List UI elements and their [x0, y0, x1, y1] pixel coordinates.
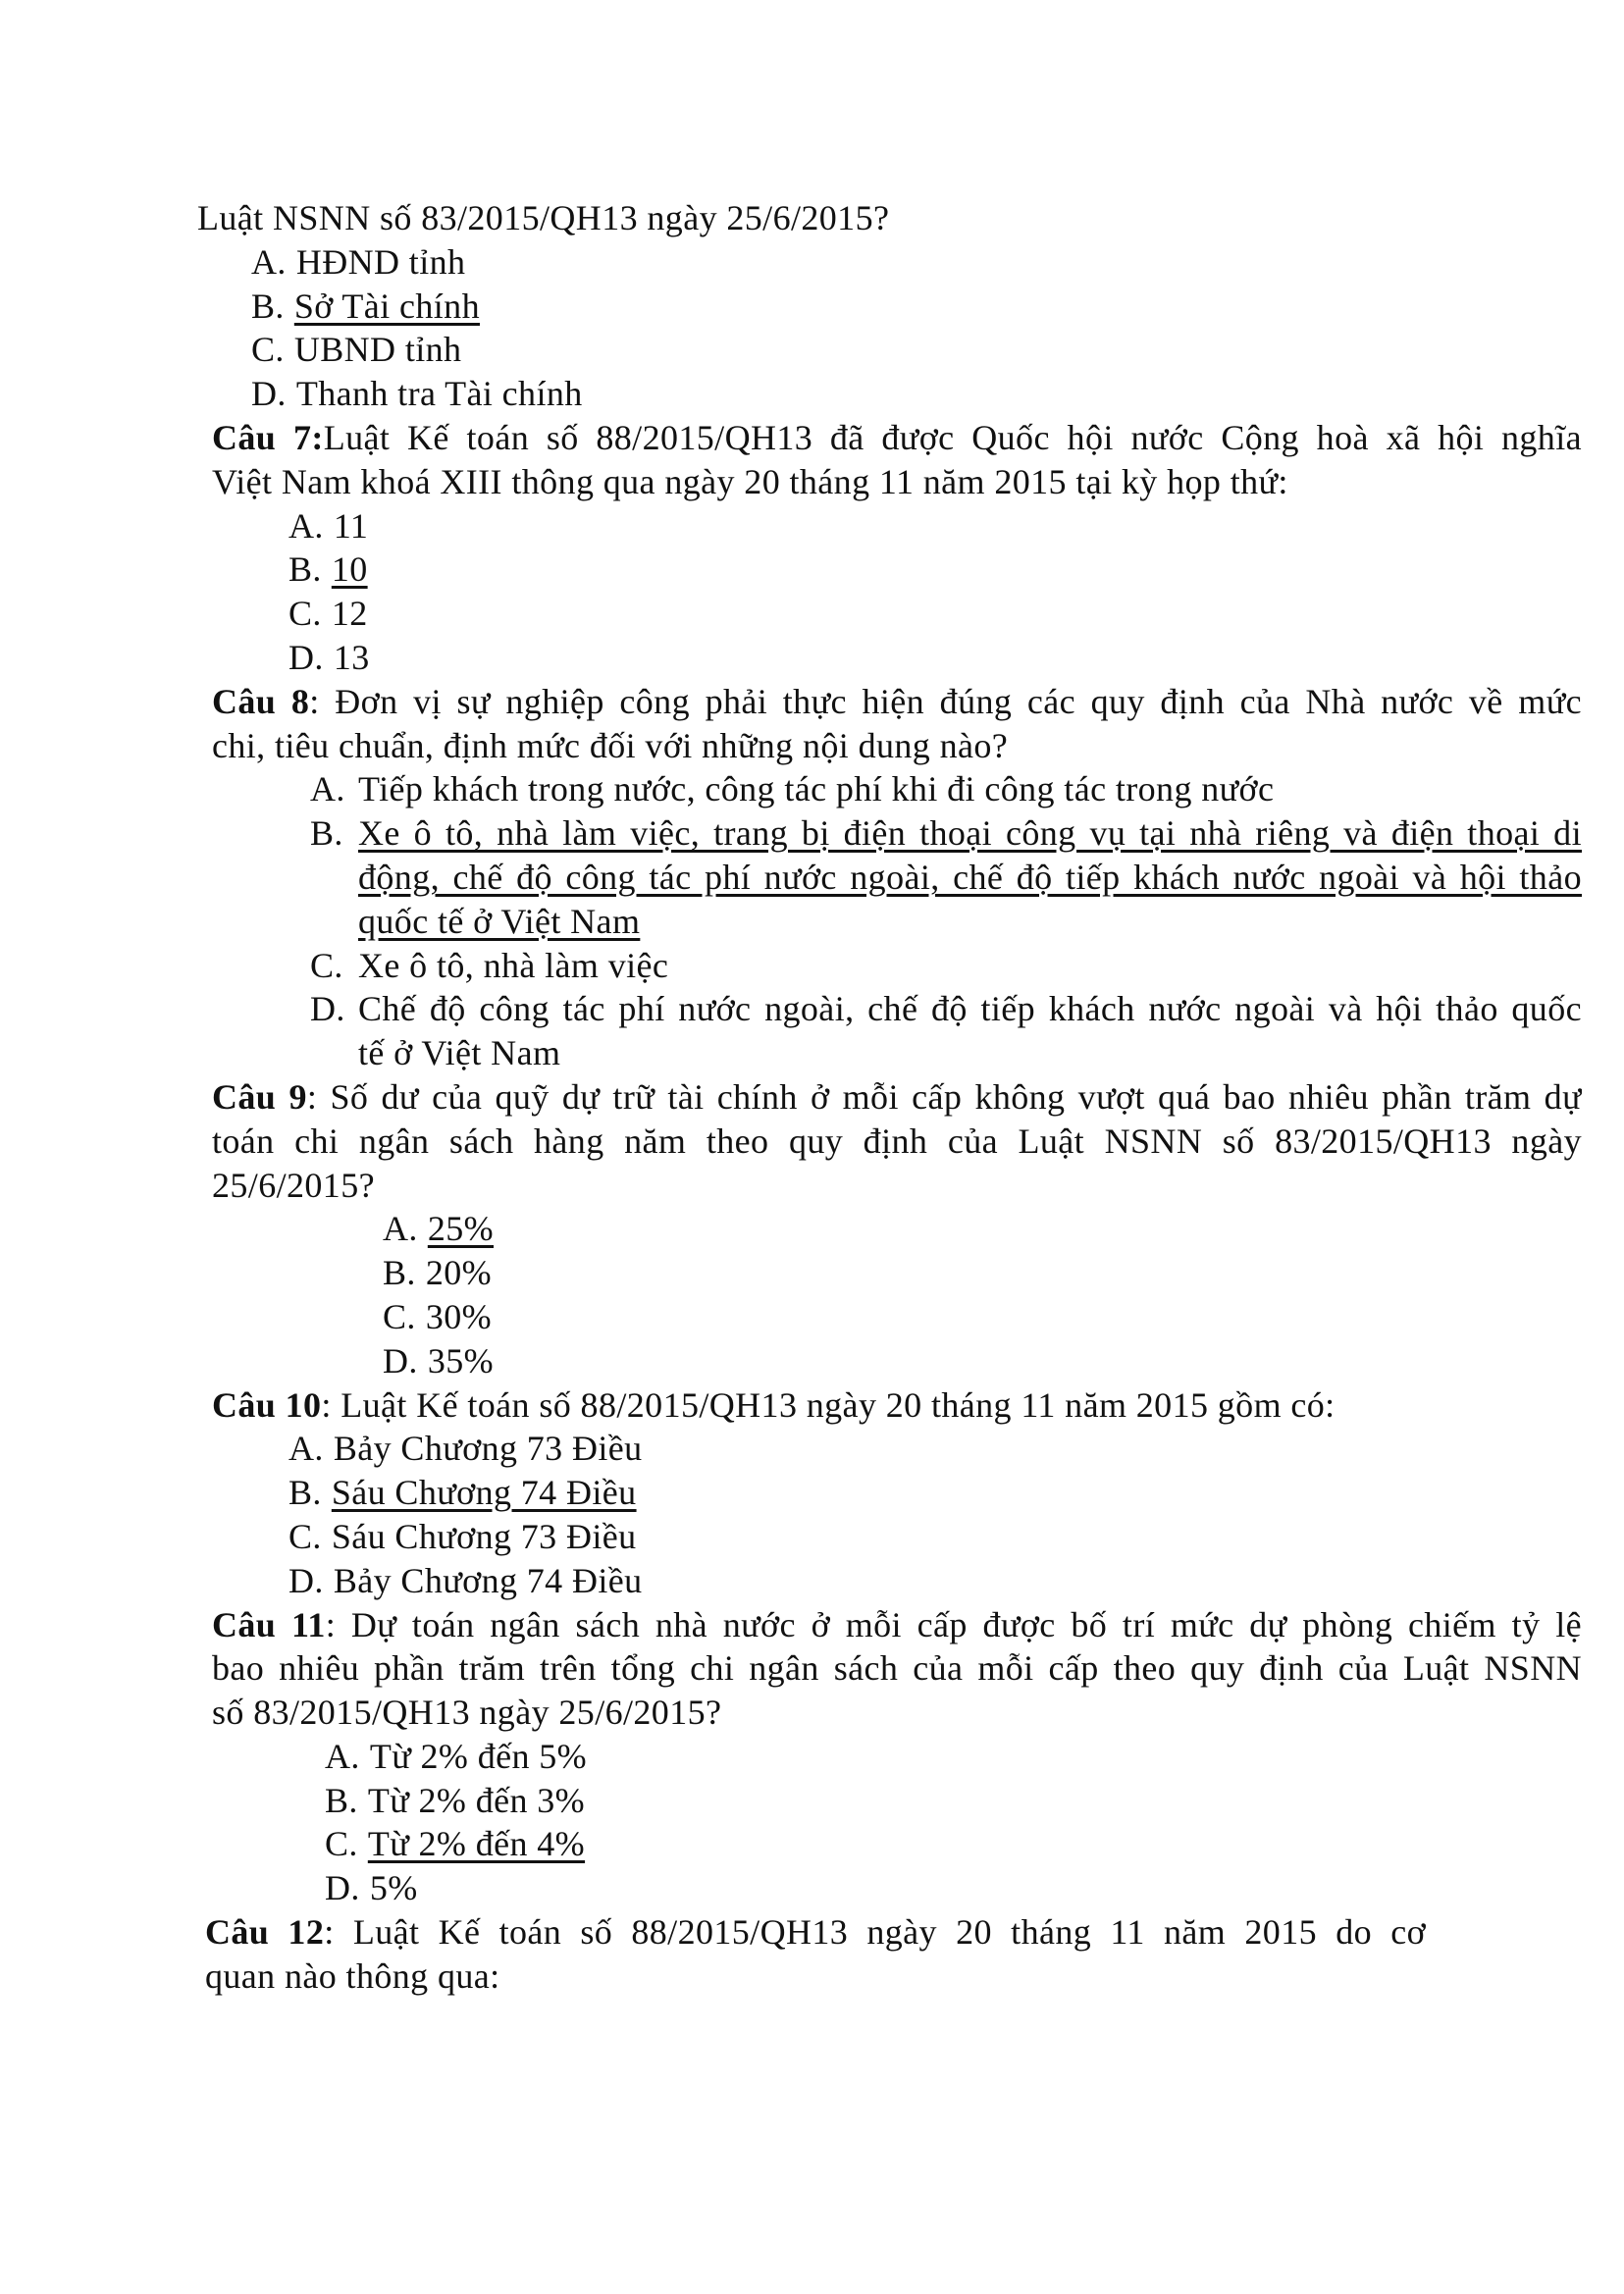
answer-option-a: [0, 1427, 1624, 1471]
option-letter: C.: [288, 594, 322, 634]
option-letter: A.: [383, 1209, 418, 1249]
option-letter: A.: [310, 769, 345, 809]
question-3: [0, 680, 1624, 1075]
question-text: : Luật Kế toán số 88/2015/QH13 ngày 20 tháng 11 năm 2015 do cơ: [324, 1912, 1426, 1953]
answer-option-b: [0, 547, 1624, 592]
option-letter: B.: [288, 549, 322, 590]
answer-option-b: [0, 1251, 1624, 1295]
option-line: [325, 1822, 1582, 1866]
option-letter: C.: [310, 945, 343, 985]
question-number: Câu 11: [212, 1604, 326, 1644]
option-line: [288, 1559, 1582, 1603]
option-line: [325, 1779, 1582, 1823]
option-line: [251, 240, 1582, 285]
option-text: Thanh tra Tài chính: [295, 374, 583, 414]
question-text: Việt Nam khoá XIII thông qua ngày 20 tháng 11 năm 2015 tại kỳ họp thứ:: [212, 461, 1288, 501]
option-line: [288, 504, 1582, 548]
option-line: [288, 592, 1582, 636]
answer-option-c: [0, 328, 1624, 372]
answer-option-d: [0, 372, 1624, 416]
option-letter: [310, 856, 358, 900]
option-text: Bảy Chương 73 Điều: [333, 1429, 643, 1469]
question-text: : Số dư của quỹ dự trữ tài chính ở mỗi cấp không vượt quá bao nhiêu phần trăm dự: [306, 1076, 1582, 1117]
answer-option-d: [0, 1866, 1624, 1910]
question-number: Câu 12: [205, 1912, 325, 1953]
option-letter: C.: [288, 1516, 322, 1556]
option-letter: B.: [325, 1780, 358, 1820]
question-stem-line: [212, 460, 1582, 504]
option-text: Chế độ công tác phí nước ngoài, chế độ tiếp khách nước ngoài và hội thảo quốc: [358, 989, 1582, 1029]
option-letter: A.: [288, 1429, 324, 1469]
option-letter: C.: [251, 330, 285, 370]
question-text: toán chi ngân sách hàng năm theo quy định của Luật NSNN số 83/2015/QH13 ngày: [212, 1121, 1582, 1161]
question-4: [0, 1075, 1624, 1383]
answer-option-a: [0, 240, 1624, 285]
option-letter: A.: [251, 241, 287, 282]
question-7: [0, 1910, 1624, 1999]
question-number: Câu 7:: [212, 417, 324, 457]
answer-option-a: [0, 504, 1624, 548]
option-line: [310, 987, 1582, 1031]
option-line: [310, 856, 1582, 900]
correct-answer-text: quốc tế ở Việt Nam: [358, 901, 641, 941]
option-line: [325, 1735, 1582, 1779]
option-letter: D.: [288, 637, 324, 677]
option-letter: D.: [325, 1868, 360, 1908]
option-text: HĐND tỉnh: [295, 241, 466, 282]
option-letter: C.: [383, 1296, 416, 1336]
question-stem-line: [212, 1075, 1582, 1120]
correct-answer-text: Từ 2% đến 4%: [367, 1824, 586, 1864]
option-line: [288, 636, 1582, 680]
option-text: Từ 2% đến 3%: [367, 1780, 586, 1820]
question-stem-line: [212, 1120, 1582, 1164]
question-text: : Dự toán ngân sách nhà nước ở mỗi cấp được bố trí mức dự phòng chiếm tỷ lệ: [325, 1604, 1582, 1644]
correct-answer-text: Sáu Chương 74 Điều: [331, 1473, 637, 1513]
answer-option-b: [0, 285, 1624, 329]
question-text: chi, tiêu chuẩn, định mức đối với những nội dung nào?: [212, 725, 1009, 765]
answer-option-d: [0, 1559, 1624, 1603]
option-letter: D.: [383, 1340, 418, 1381]
option-line: [310, 767, 1582, 811]
option-line: [310, 944, 1582, 988]
answer-option-c: [0, 1822, 1624, 1866]
question-text: Luật NSNN số 83/2015/QH13 ngày 25/6/2015?: [197, 198, 890, 237]
option-text: Bảy Chương 74 Điều: [333, 1560, 643, 1600]
question-stem-line: [212, 724, 1582, 768]
question-stem-line: [205, 1910, 1426, 1955]
correct-answer-text: 25%: [427, 1209, 495, 1249]
question-stem-line: [197, 196, 1582, 240]
question-number: Câu 8: [212, 681, 310, 721]
option-line: [251, 328, 1582, 372]
answer-option-d: [0, 636, 1624, 680]
question-1: [0, 196, 1624, 416]
option-line: [310, 1031, 1582, 1075]
option-letter: D.: [288, 1560, 324, 1600]
option-letter: B.: [288, 1473, 322, 1513]
question-text: Luật Kế toán số 88/2015/QH13 đã được Quốc hội nước Cộng hoà xã hội nghĩa: [323, 417, 1582, 457]
option-letter: D.: [310, 989, 345, 1029]
option-letter: B.: [383, 1253, 416, 1293]
answer-option-c: [0, 592, 1624, 636]
answer-option-a: [0, 1207, 1624, 1251]
answer-option-b: [0, 811, 1624, 943]
option-line: [383, 1295, 1582, 1339]
answer-option-c: [0, 1295, 1624, 1339]
option-letter: [310, 900, 358, 944]
answer-option-b: [0, 1779, 1624, 1823]
option-letter: A.: [325, 1736, 360, 1776]
answer-option-a: [0, 767, 1624, 811]
question-text: : Luật Kế toán số 88/2015/QH13 ngày 20 tháng 11 năm 2015 gồm có:: [321, 1384, 1336, 1425]
correct-answer-text: Sở Tài chính: [293, 286, 480, 326]
answer-option-a: [0, 1735, 1624, 1779]
option-text: Xe ô tô, nhà làm việc: [358, 945, 669, 985]
question-stem-line: [212, 1646, 1582, 1691]
question-6: [0, 1603, 1624, 1911]
question-stem-line: [212, 416, 1582, 460]
option-line: [288, 1515, 1582, 1559]
option-text: 20%: [425, 1253, 493, 1293]
answer-option-b: [0, 1471, 1624, 1515]
option-line: [310, 900, 1582, 944]
question-number: Câu 10: [212, 1384, 322, 1425]
question-stem-line: [212, 1383, 1582, 1428]
option-letter: [310, 1031, 358, 1075]
question-5: [0, 1383, 1624, 1603]
option-text: Sáu Chương 73 Điều: [331, 1516, 637, 1556]
option-letter: C.: [325, 1824, 358, 1864]
exam-page: [0, 196, 1624, 1999]
correct-answer-text: 10: [331, 549, 368, 590]
answer-option-c: [0, 1515, 1624, 1559]
option-line: [383, 1339, 1582, 1383]
option-text: 13: [333, 637, 370, 677]
option-line: [251, 372, 1582, 416]
question-text: bao nhiêu phần trăm trên tổng chi ngân sách của mỗi cấp theo quy định của Luật NSNN: [212, 1648, 1582, 1689]
correct-answer-text: động, chế độ công tác phí nước ngoài, chế độ tiếp khách nước ngoài và hội thảo: [358, 857, 1582, 897]
answer-option-d: [0, 1339, 1624, 1383]
option-line: [251, 285, 1582, 329]
question-stem-line: [212, 1691, 1582, 1735]
answer-option-c: [0, 944, 1624, 988]
option-letter: B.: [251, 286, 285, 326]
question-number: Câu 9: [212, 1076, 307, 1117]
question-stem-line: [205, 1955, 1426, 1999]
option-letter: B.: [310, 813, 343, 854]
answer-option-d: [0, 987, 1624, 1075]
option-line: [383, 1207, 1582, 1251]
question-text: : Đơn vị sự nghiệp công phải thực hiện đúng các quy định của Nhà nước về mức: [309, 681, 1582, 721]
question-text: số 83/2015/QH13 ngày 25/6/2015?: [212, 1693, 722, 1733]
option-text: 11: [333, 505, 369, 546]
question-stem-line: [212, 680, 1582, 724]
question-text: 25/6/2015?: [212, 1165, 375, 1205]
question-2: [0, 416, 1624, 680]
option-text: 35%: [427, 1340, 495, 1381]
option-text: Từ 2% đến 5%: [369, 1736, 588, 1776]
option-line: [288, 547, 1582, 592]
question-stem-line: [212, 1164, 1582, 1208]
option-text: 5%: [369, 1868, 418, 1908]
option-text: tế ở Việt Nam: [358, 1033, 561, 1073]
option-text: 12: [331, 594, 368, 634]
option-text: Tiếp khách trong nước, công tác phí khi đi công tác trong nước: [358, 769, 1275, 809]
option-letter: A.: [288, 505, 324, 546]
option-line: [288, 1471, 1582, 1515]
option-line: [310, 811, 1582, 856]
option-text: 30%: [425, 1296, 493, 1336]
option-text: UBND tỉnh: [293, 330, 462, 370]
option-line: [288, 1427, 1582, 1471]
question-stem-line: [212, 1603, 1582, 1647]
correct-answer-text: Xe ô tô, nhà làm việc, trang bị điện thoại công vụ tại nhà riêng và điện thoại di: [358, 813, 1582, 854]
option-line: [383, 1251, 1582, 1295]
option-letter: D.: [251, 374, 287, 414]
option-line: [325, 1866, 1582, 1910]
question-text: quan nào thông qua:: [205, 1955, 500, 1996]
